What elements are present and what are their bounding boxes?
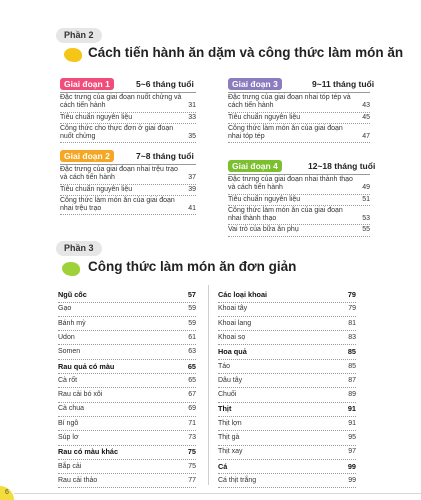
- recipe-row[interactable]: [218, 445, 356, 460]
- recipe-row[interactable]: [218, 317, 356, 332]
- toc-entry-page: 43: [362, 102, 370, 110]
- category-row[interactable]: [218, 460, 356, 475]
- row-page: 91: [348, 419, 356, 427]
- stage-1-block: [60, 78, 196, 143]
- toc-entry-page: 31: [188, 102, 196, 110]
- part3-blob-icon: [62, 262, 80, 276]
- toc-entry-title: Công thức làm món ăn của giai đoạn nhai trệu trạo: [60, 196, 175, 213]
- row-title: Súp lơ: [58, 434, 79, 441]
- toc-entry[interactable]: [228, 93, 370, 113]
- stage-age-range: 12~18 tháng tuổi: [308, 161, 376, 171]
- toc-entry-title: Tiêu chuẩn nguyên liệu: [60, 185, 133, 193]
- row-title: Cà chua: [58, 405, 85, 413]
- recipe-row[interactable]: [58, 345, 196, 360]
- footer-rule: [14, 493, 421, 494]
- toc-entry[interactable]: [228, 225, 370, 236]
- row-page: 81: [348, 319, 356, 327]
- toc-entry-page: 47: [362, 133, 370, 141]
- row-title: Bí ngô: [58, 419, 79, 427]
- row-page: 99: [347, 461, 356, 471]
- row-page: 83: [348, 333, 356, 341]
- row-title: Cá: [218, 461, 228, 471]
- row-page: 85: [347, 347, 356, 357]
- toc-entry-page: 51: [362, 195, 370, 203]
- row-page: 85: [348, 362, 356, 370]
- row-page: 95: [348, 434, 356, 441]
- recipe-row[interactable]: [58, 388, 196, 403]
- stage-badge: Giai đoạn 2: [60, 150, 114, 162]
- stage-badge: Giai đoạn 1: [60, 78, 114, 90]
- part3-tab: Phần 3: [56, 241, 102, 256]
- stage-age-range: 5~6 tháng tuổi: [136, 79, 194, 89]
- toc-entry-title: Đặc trưng của giai đoạn nuốt chửng và cách tiến hành: [60, 94, 182, 110]
- toc-entry[interactable]: [60, 185, 196, 196]
- toc-entry[interactable]: [228, 175, 370, 195]
- toc-entry-page: 49: [362, 184, 370, 192]
- recipe-row[interactable]: [58, 402, 196, 417]
- stage-3-block: [228, 78, 375, 143]
- toc-entry-page: 41: [188, 205, 196, 213]
- toc-entry-page: 33: [188, 113, 196, 121]
- category-row[interactable]: [218, 345, 356, 360]
- row-page: 59: [188, 305, 196, 313]
- toc-entry-title: Công thức làm món ăn của giai đoạn nhai thành thạo: [228, 206, 343, 223]
- row-page: 79: [347, 290, 356, 299]
- row-title: Cá thịt trắng: [218, 476, 257, 484]
- row-title: Thịt: [218, 404, 232, 414]
- stage-header: [60, 78, 196, 93]
- stage-badge: Giai đoạn 3: [228, 78, 282, 90]
- toc-entry-page: 55: [362, 226, 370, 234]
- row-page: 87: [348, 376, 356, 384]
- recipe-row[interactable]: [58, 474, 196, 489]
- row-title: Khoai lang: [218, 319, 252, 327]
- recipe-row[interactable]: [218, 331, 356, 346]
- recipe-row[interactable]: [58, 302, 196, 317]
- row-page: 69: [188, 405, 196, 413]
- row-page: 61: [188, 333, 196, 341]
- row-page: 57: [187, 290, 196, 299]
- recipe-row[interactable]: [218, 388, 356, 403]
- part2-tab: Phần 2: [56, 28, 102, 43]
- row-title: Thịt gà: [218, 434, 240, 441]
- part2-blob-icon: [64, 48, 82, 62]
- row-title: Bánh mỳ: [58, 319, 86, 327]
- toc-entry[interactable]: [228, 206, 370, 226]
- recipe-row[interactable]: [58, 460, 196, 475]
- row-page: 77: [188, 476, 196, 484]
- row-page: 91: [347, 404, 356, 414]
- recipe-row[interactable]: [218, 374, 356, 389]
- toc-entry-title: Công thức làm món ăn của giai đoạn nhai tóp tép: [228, 124, 343, 141]
- recipe-row[interactable]: [218, 360, 356, 375]
- stage-header: [228, 78, 375, 93]
- row-title: Khoai tây: [218, 305, 248, 313]
- row-title: Hoa quả: [218, 347, 247, 357]
- row-title: Bắp cải: [58, 462, 82, 470]
- toc-entry[interactable]: [228, 124, 370, 144]
- row-page: 75: [187, 447, 196, 457]
- toc-entry[interactable]: [60, 196, 196, 216]
- toc-entry-page: 53: [362, 215, 370, 223]
- part3-title: Công thức làm món ăn đơn giản: [88, 259, 297, 274]
- toc-entry-title: Tiêu chuẩn nguyên liệu: [60, 113, 133, 121]
- category-row[interactable]: [58, 445, 196, 460]
- stage-badge: Giai đoạn 4: [228, 160, 282, 172]
- row-title: Rau cải bó xôi: [58, 391, 103, 399]
- recipe-row[interactable]: [218, 474, 356, 489]
- stage-2-block: [60, 150, 196, 215]
- row-title: Udon: [58, 333, 75, 341]
- row-title: Rau cải thảo: [58, 476, 98, 484]
- stage-header: [228, 160, 376, 175]
- recipe-row[interactable]: [58, 374, 196, 389]
- stage-age-range: 9~11 tháng tuổi: [312, 79, 375, 89]
- stage-header: [60, 150, 196, 165]
- row-page: 79: [348, 305, 356, 313]
- category-row[interactable]: [58, 288, 196, 303]
- category-row[interactable]: [58, 360, 196, 375]
- toc-entry-page: 37: [188, 174, 196, 182]
- toc-entry-page: 39: [188, 185, 196, 193]
- row-title: Ngũ cốc: [58, 290, 87, 299]
- stage-age-range: 7~8 tháng tuổi: [136, 151, 194, 161]
- toc-entry-page: 45: [362, 113, 370, 121]
- row-page: 97: [348, 448, 356, 456]
- row-page: 67: [188, 391, 196, 399]
- toc-entry-title: Đặc trưng của giai đoạn nhai tóp tép và cách tiến hành: [228, 94, 351, 110]
- toc-entry[interactable]: [60, 113, 196, 124]
- recipe-row[interactable]: [58, 417, 196, 432]
- row-title: Khoai sọ: [218, 333, 246, 341]
- row-title: Rau quả có màu: [58, 361, 115, 371]
- row-page: 89: [348, 391, 356, 399]
- toc-entry[interactable]: [60, 165, 196, 185]
- row-title: Các loại khoai: [218, 290, 268, 299]
- row-page: 59: [188, 319, 196, 327]
- row-title: Thịt lợn: [218, 419, 242, 427]
- stage-4-block: [228, 160, 376, 237]
- toc-entry-title: Công thức cho thực đơn ở giai đoạn nuốt chửng: [60, 124, 174, 141]
- toc-entry-title: Đặc trưng của giai đoạn nhai thành thạo và cách tiến hành: [228, 176, 353, 192]
- recipe-row[interactable]: [58, 317, 196, 332]
- toc-entry-title: Tiêu chuẩn nguyên liệu: [228, 195, 301, 203]
- row-page: 73: [188, 434, 196, 441]
- recipe-row[interactable]: [58, 331, 196, 346]
- row-title: Dâu tây: [218, 376, 243, 384]
- row-title: Cà rốt: [58, 376, 78, 384]
- row-page: 75: [188, 462, 196, 470]
- category-row[interactable]: [218, 288, 356, 303]
- row-title: Somen: [58, 348, 81, 356]
- row-page: 65: [188, 376, 196, 384]
- toc-entry-title: Vai trò của bữa ăn phụ: [228, 226, 299, 234]
- toc-entry-title: Tiêu chuẩn nguyên liệu: [228, 113, 301, 121]
- row-title: Rau có màu khác: [58, 447, 119, 457]
- recipe-row[interactable]: [218, 431, 356, 446]
- category-row[interactable]: [218, 402, 356, 417]
- row-title: Táo: [218, 362, 231, 370]
- row-page: 99: [348, 476, 356, 484]
- toc-entry[interactable]: [60, 124, 196, 144]
- toc-entry[interactable]: [60, 93, 196, 113]
- row-page: 63: [188, 348, 196, 356]
- toc-entry-page: 35: [188, 133, 196, 141]
- row-page: 71: [188, 419, 196, 427]
- toc-entry[interactable]: [228, 113, 370, 124]
- recipe-row[interactable]: [218, 417, 356, 432]
- toc-entry[interactable]: [228, 195, 370, 206]
- recipe-row[interactable]: [218, 302, 356, 317]
- row-page: 65: [187, 361, 196, 371]
- row-title: Chuối: [218, 391, 237, 399]
- toc-entry-title: Đặc trưng của giai đoạn nhai trệu trạo và cách tiến hành: [60, 166, 178, 182]
- row-title: Gạo: [58, 305, 72, 313]
- column-divider: [208, 285, 209, 485]
- page-number: 6: [0, 486, 14, 500]
- recipe-row[interactable]: [58, 431, 196, 446]
- part2-title: Cách tiến hành ăn dặm và công thức làm món ăn: [88, 45, 404, 60]
- row-title: Thịt xay: [218, 448, 243, 456]
